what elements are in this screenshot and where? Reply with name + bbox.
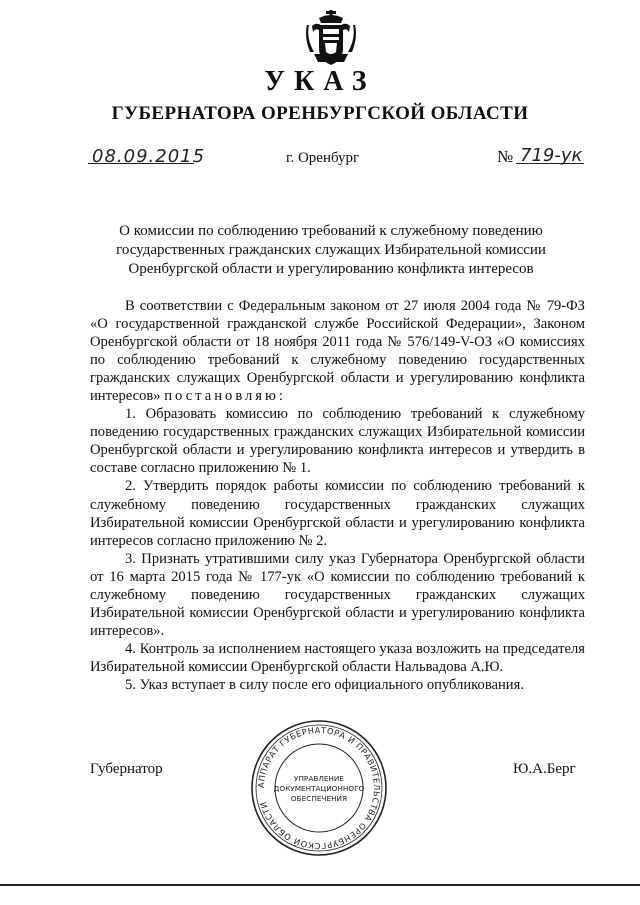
decree-body <box>90 297 585 694</box>
decree-item-1: 1. Образовать комиссию по соблюдению требований к служебному поведению государственных гражданских служащих Избирательной комиссии Оренбургской области и урегулированию конфликта интересов и утвердить в составе согласно приложению № 1. <box>90 406 585 477</box>
seal-center-line1: УПРАВЛЕНИЕ <box>294 774 344 783</box>
signatory-title: Губернатор <box>90 761 163 777</box>
document-subtitle: ГУБЕРНАТОРА ОРЕНБУРГСКОЙ ОБЛАСТИ <box>111 103 529 124</box>
preamble-paragraph <box>90 297 585 405</box>
seal-ring-text: АППАРАТ ГУБЕРНАТОРА И ПРАВИТЕЛЬСТВА ОРЕНБУРГСКОЙ ОБЛАСТИ <box>255 724 383 852</box>
signatory-name: Ю.А.Берг <box>513 761 576 777</box>
seal-center-line2: ДОКУМЕНТАЦИОННОГО <box>273 784 365 793</box>
coat-of-arms-icon <box>306 10 356 68</box>
decree-item-3: 3. Признать утратившими силу указ Губернатора Оренбургской области от 16 марта 2015 года № 177-ук «О комиссии по соблюдению требований к служебному поведению государственных гражданских служащих Избирательной комиссии Оренбургской области и урегулированию конфликта интересов». <box>90 550 585 639</box>
decree-item-2: 2. Утвердить порядок работы комиссии по соблюдению требований к служебному поведению государственных гражданских служащих Избирательной комиссии Оренбургской области и урегулированию конфликта интересов согласно приложению № 2. <box>90 478 585 549</box>
page-bottom-rule <box>0 884 640 886</box>
number-sign: № <box>497 147 514 166</box>
document-title: УКАЗ <box>264 66 376 97</box>
decree-number: 719-ук <box>520 145 583 166</box>
preamble-text: В соответствии с Федеральным законом от 27 июля 2004 года № 79-ФЗ «О государственной гражданской службе Российской Федерации», Законом Оренбургской области от 18 ноября 2011 года № 576/149-V-ОЗ «О комиссиях по соблюдению требований к служебному поведению государственных гражданских служащих Оренбургской области и урегулированию конфликта интересов» <box>90 298 585 405</box>
decree-date: 08.09.2015 <box>92 146 206 167</box>
decree-item-4: 4. Контроль за исполнением настоящего указа возложить на председателя Избирательной комиссии Оренбургской области Нальвадова А.Ю. <box>90 640 585 675</box>
seal-center-line3: ОБЕСПЕЧЕНИЯ <box>290 794 348 803</box>
decree-heading: О комиссии по соблюдению требований к служебному поведению государственных гражданских служащих Избирательной комиссии Оренбургской области и урегулированию конфликта интересов <box>116 223 546 277</box>
decree-city: г. Оренбург <box>286 150 360 166</box>
preamble-keyword: постановляю: <box>164 388 286 405</box>
official-stamp-seal <box>249 718 389 858</box>
decree-item-5: 5. Указ вступает в силу после его официального опубликования. <box>125 676 524 693</box>
